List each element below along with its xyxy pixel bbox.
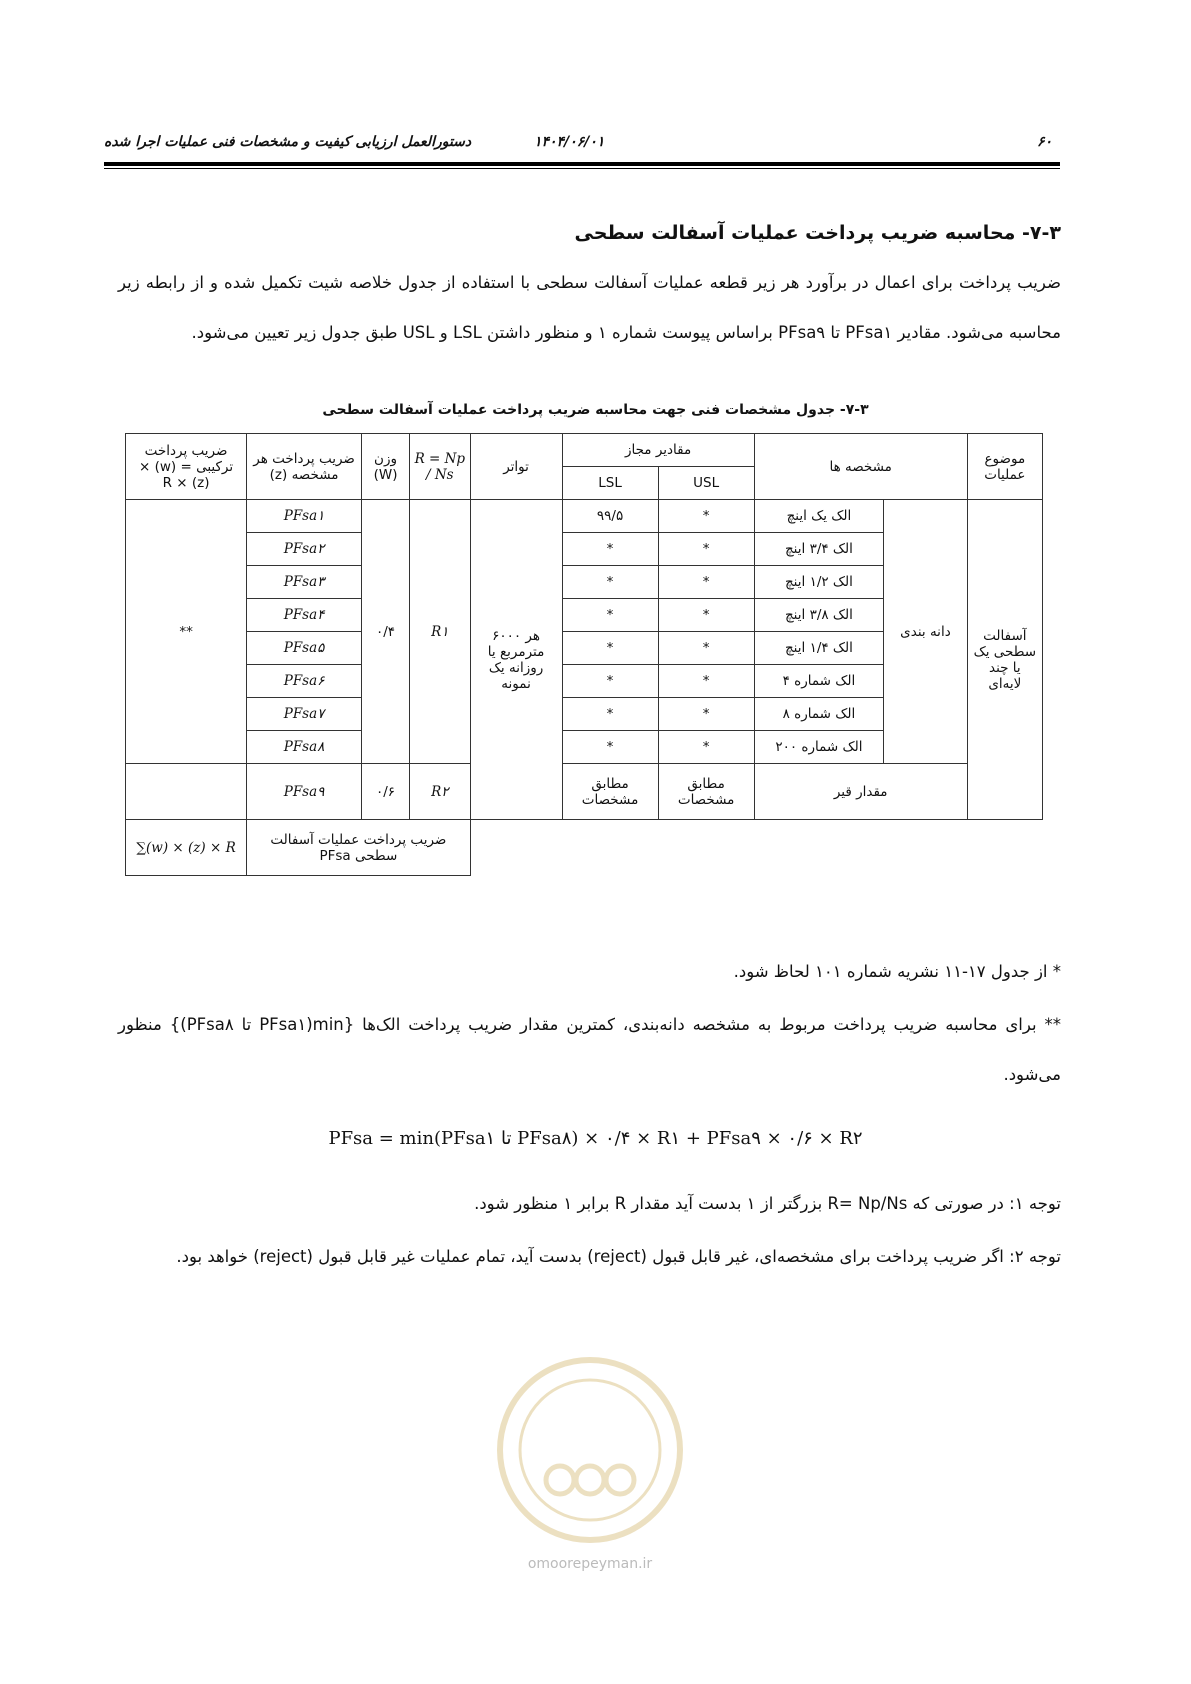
table-row-sum <box>126 820 1043 876</box>
weight-2: ۰/۶ <box>362 764 410 820</box>
spec-cell: الک شماره ۸ <box>754 698 884 731</box>
spec-cell: الک شماره ۴ <box>754 665 884 698</box>
lsl-cell: * <box>562 731 658 764</box>
lsl-cell: * <box>562 632 658 665</box>
frequency-cell: هر ۶۰۰۰ مترمربع یا روزانه یک نمونه <box>470 500 562 820</box>
spec-cell: الک ۱/۲ اینچ <box>754 566 884 599</box>
table-row-bitumen <box>126 764 1043 820</box>
section-title: ۷-۳- محاسبه ضریب پرداخت عملیات آسفالت سطحی <box>574 222 1061 244</box>
usl-cell: * <box>658 632 754 665</box>
usl-cell: * <box>658 533 754 566</box>
usl-cell: مطابق مشخصات <box>658 764 754 820</box>
pf-cell: PFsa۷ <box>247 698 362 731</box>
sum-formula: ∑(w) × (z) × R <box>126 820 247 876</box>
lsl-cell: ۹۹/۵ <box>562 500 658 533</box>
th-combined: ضریب پرداخت ترکیبی = (w) × (z) × R <box>126 434 247 500</box>
subject-cell: آسفالت سطحی یک یا چند لایه‌ای <box>967 500 1042 820</box>
table-row <box>126 500 1043 533</box>
th-subject: موضوع عملیات <box>967 434 1042 500</box>
note-2: ** برای محاسبه ضریب پرداخت مربوط به مشخصه دانه‌بندی، کمترین مقدار ضریب پرداخت الک‌ها {min(PFsa۱ تا PFsa۸)} منظور می‌شود. <box>118 1015 1061 1084</box>
pf-cell: PFsa۵ <box>247 632 362 665</box>
lsl-cell: * <box>562 533 658 566</box>
lsl-cell: * <box>562 698 658 731</box>
spec-cell: الک شماره ۲۰۰ <box>754 731 884 764</box>
th-specs: مشخصه ها <box>754 434 967 500</box>
combined-empty <box>126 764 247 820</box>
pf-cell: PFsa۹ <box>247 764 362 820</box>
watermark-logo-icon <box>490 1350 690 1550</box>
pf-cell: PFsa۸ <box>247 731 362 764</box>
grading-cell: دانه بندی <box>884 500 968 764</box>
pf-cell: PFsa۶ <box>247 665 362 698</box>
spec-cell: الک ۱/۴ اینچ <box>754 632 884 665</box>
header-rule-thin <box>104 168 1060 169</box>
pf-cell: PFsa۴ <box>247 599 362 632</box>
page-header <box>104 130 1060 160</box>
spec-cell: مقدار قیر <box>754 764 967 820</box>
pf-cell: PFsa۳ <box>247 566 362 599</box>
watermark-url: omoorepeyman.ir <box>527 1556 653 1572</box>
note-4: توجه ۲: اگر ضریب پرداخت برای مشخصه‌ای، غیر قابل قبول (reject) بدست آید، تمام عملیات غیر قابل قبول (reject) خواهد بود. <box>176 1247 1061 1266</box>
lsl-cell: * <box>562 566 658 599</box>
weight-1: ۰/۴ <box>362 500 410 764</box>
pf-cell: PFsa۲ <box>247 533 362 566</box>
header-date: ۱۴۰۴/۰۶/۰۱ <box>534 134 605 150</box>
th-weight: وزن (W) <box>362 434 410 500</box>
r-1: R۱ <box>410 500 471 764</box>
usl-cell: * <box>658 665 754 698</box>
sum-description: ضریب پرداخت عملیات آسفالت سطحی PFsa <box>247 820 470 876</box>
page-number: ۶۰ <box>1036 134 1052 150</box>
lsl-cell: * <box>562 665 658 698</box>
spec-cell: الک یک اینچ <box>754 500 884 533</box>
th-usl: USL <box>658 467 754 500</box>
note-1: * از جدول ۱۷-۱۱ نشریه شماره ۱۰۱ لحاظ شود. <box>733 962 1061 981</box>
th-frequency: تواتر <box>470 434 562 500</box>
th-per-spec: ضریب پرداخت هر مشخصه (z) <box>247 434 362 500</box>
usl-cell: * <box>658 698 754 731</box>
th-limits: مقادیر مجاز <box>562 434 754 467</box>
header-title: دستورالعمل ارزیابی کیفیت و مشخصات فنی عملیات اجرا شده <box>104 134 472 150</box>
usl-cell: * <box>658 731 754 764</box>
note-3: توجه ۱: در صورتی که R= Np/Ns بزرگتر از ۱ بدست آید مقدار R برابر ۱ منظور شود. <box>474 1194 1061 1213</box>
spec-cell: الک ۳/۸ اینچ <box>754 599 884 632</box>
lsl-cell: مطابق مشخصات <box>562 764 658 820</box>
equation: PFsa = min(PFsa۱ تا PFsa۸) × ۰/۴ × R۱ + PFsa۹ × ۰/۶ × R۲ <box>328 1128 863 1149</box>
lsl-cell: * <box>562 599 658 632</box>
usl-cell: * <box>658 599 754 632</box>
spec-cell: الک ۳/۴ اینچ <box>754 533 884 566</box>
r-2: R۲ <box>410 764 471 820</box>
combined-mark: ** <box>126 500 247 764</box>
table-caption: ۷-۳- جدول مشخصات فنی جهت محاسبه ضریب پرداخت عملیات آسفالت سطحی <box>322 402 869 418</box>
header-rule-thick <box>104 162 1060 166</box>
intro-paragraph: ضریب پرداخت برای اعمال در برآورد هر زیر قطعه عملیات آسفالت سطحی با استفاده از جدول خلاصه شیت تکمیل شده و از رابطه زیر محاسبه می‌شود. مقادیر PFsa۱ تا PFsa۹ براساس پیوست شماره ۱ و منظور داشتن LSL و USL طبق جدول زیر تعیین می‌شود. <box>118 273 1061 342</box>
pf-cell: PFsa۱ <box>247 500 362 533</box>
th-r-formula: R = Np / Ns <box>410 434 471 500</box>
usl-cell: * <box>658 566 754 599</box>
usl-cell: * <box>658 500 754 533</box>
th-lsl: LSL <box>562 467 658 500</box>
spec-table <box>125 433 1043 876</box>
